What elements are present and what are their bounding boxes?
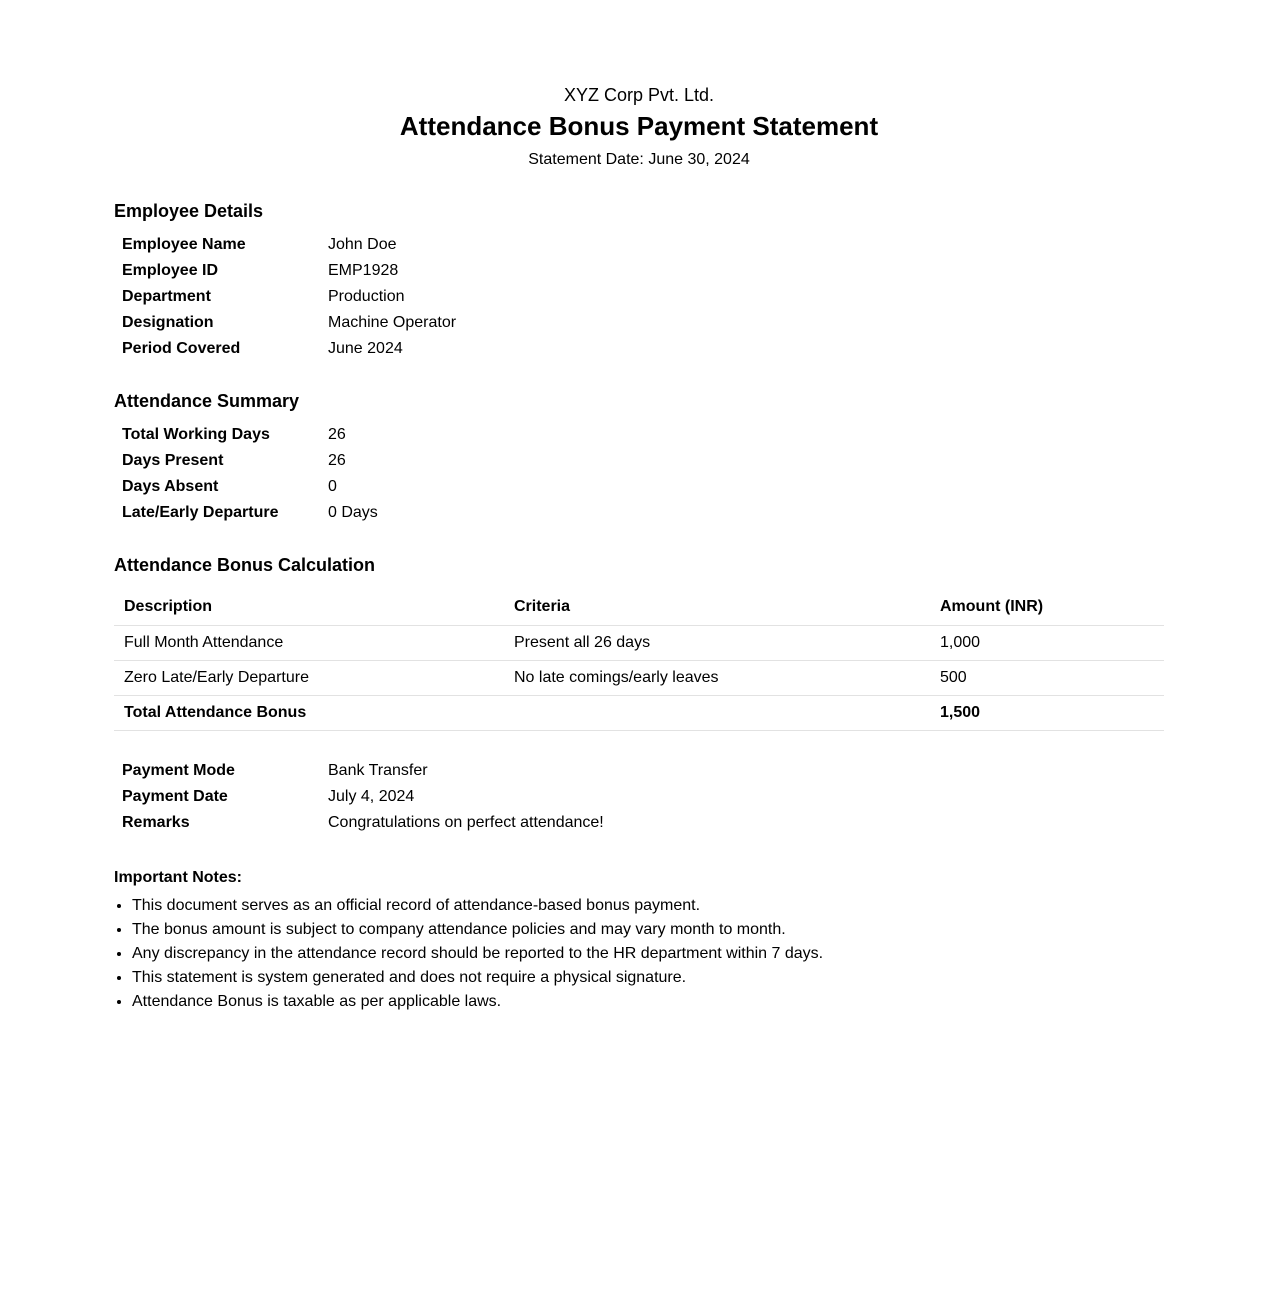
criteria-cell: No late comings/early leaves bbox=[504, 660, 930, 695]
amount-cell: 1,000 bbox=[930, 625, 1164, 660]
payment-details-table bbox=[122, 758, 604, 836]
employee-details-title: Employee Details bbox=[114, 201, 264, 221]
field-value: EMP1928 bbox=[328, 262, 399, 279]
attendance-summary-table bbox=[122, 422, 378, 526]
field-value: Congratulations on perfect attendance! bbox=[328, 813, 604, 831]
table-row bbox=[114, 625, 1164, 660]
field-label: Late/Early Departure bbox=[122, 504, 279, 521]
attendance-summary-title: Attendance Summary bbox=[114, 391, 300, 411]
list-item: • Attendance Bonus is taxable as per applicable laws. bbox=[132, 990, 1164, 1014]
field-label: Period Covered bbox=[122, 340, 241, 357]
description-cell: Zero Late/Early Departure bbox=[114, 660, 504, 695]
field-value: 0 Days bbox=[328, 504, 378, 521]
bonus-calculation-table bbox=[114, 590, 1164, 731]
attendance-summary-section bbox=[114, 390, 1164, 526]
field-label: Days Present bbox=[122, 452, 224, 469]
total-amount: 1,500 bbox=[930, 695, 1164, 730]
total-row bbox=[114, 695, 1164, 730]
important-notes-section bbox=[114, 868, 1164, 1014]
employee-details-section bbox=[114, 200, 1164, 362]
field-label: Department bbox=[122, 288, 211, 305]
empty-cell bbox=[504, 695, 930, 730]
field-label: Remarks bbox=[122, 813, 190, 831]
page-title: Attendance Bonus Payment Statement bbox=[399, 111, 879, 141]
field-value: July 4, 2024 bbox=[328, 787, 415, 805]
department-row bbox=[122, 284, 456, 310]
bonus-calculation-section bbox=[114, 554, 1164, 731]
description-cell: Full Month Attendance bbox=[114, 625, 504, 660]
list-item: • Any discrepancy in the attendance record should be reported to the HR department within 7 days. bbox=[132, 942, 1164, 966]
remarks-row bbox=[122, 810, 604, 836]
payment-details-section bbox=[114, 758, 1164, 836]
field-label: Employee Name bbox=[122, 236, 246, 253]
field-value: Bank Transfer bbox=[328, 761, 428, 779]
field-label: Employee ID bbox=[122, 262, 219, 279]
field-value: 26 bbox=[328, 452, 346, 469]
days-absent-row bbox=[122, 474, 378, 500]
field-label: Payment Mode bbox=[122, 761, 235, 779]
field-value: 26 bbox=[328, 426, 346, 443]
list-item: • The bonus amount is subject to company attendance policies and may vary month to month. bbox=[132, 918, 1164, 942]
list-item: • This statement is system generated and does not require a physical signature. bbox=[132, 966, 1164, 990]
statement-date: Statement Date: June 30, 2024 bbox=[528, 151, 750, 168]
employee-name-row bbox=[122, 232, 456, 258]
company-name: XYZ Corp Pvt. Ltd. bbox=[563, 85, 715, 105]
table-row bbox=[114, 660, 1164, 695]
field-label: Payment Date bbox=[122, 787, 228, 805]
payment-mode-row bbox=[122, 758, 604, 784]
amount-cell: 500 bbox=[930, 660, 1164, 695]
notes-list bbox=[114, 894, 1164, 1014]
important-notes-title: Important Notes: bbox=[114, 868, 242, 886]
total-label: Total Attendance Bonus bbox=[114, 695, 504, 730]
days-present-row bbox=[122, 448, 378, 474]
field-value: 0 bbox=[328, 478, 337, 495]
employee-details-table bbox=[122, 232, 456, 362]
period-covered-row bbox=[122, 336, 456, 362]
bonus-calculation-title: Attendance Bonus Calculation bbox=[114, 555, 376, 575]
list-item: • This document serves as an official record of attendance-based bonus payment. bbox=[132, 894, 1164, 918]
designation-row bbox=[122, 310, 456, 336]
field-label: Total Working Days bbox=[122, 426, 270, 443]
employee-id-row bbox=[122, 258, 456, 284]
column-header-description: Description bbox=[114, 590, 504, 625]
payment-date-row bbox=[122, 784, 604, 810]
field-value: John Doe bbox=[328, 236, 397, 253]
column-header-amount: Amount (INR) bbox=[930, 590, 1164, 625]
column-header-criteria: Criteria bbox=[504, 590, 930, 625]
table-header-row bbox=[114, 590, 1164, 625]
field-value: June 2024 bbox=[328, 340, 403, 357]
field-label: Days Absent bbox=[122, 478, 219, 495]
field-value: Machine Operator bbox=[328, 314, 457, 331]
criteria-cell: Present all 26 days bbox=[504, 625, 930, 660]
field-value: Production bbox=[328, 288, 405, 305]
field-label: Designation bbox=[122, 314, 214, 331]
late-early-departure-row bbox=[122, 500, 378, 526]
total-working-days-row bbox=[122, 422, 378, 448]
statement-header bbox=[114, 0, 1164, 170]
